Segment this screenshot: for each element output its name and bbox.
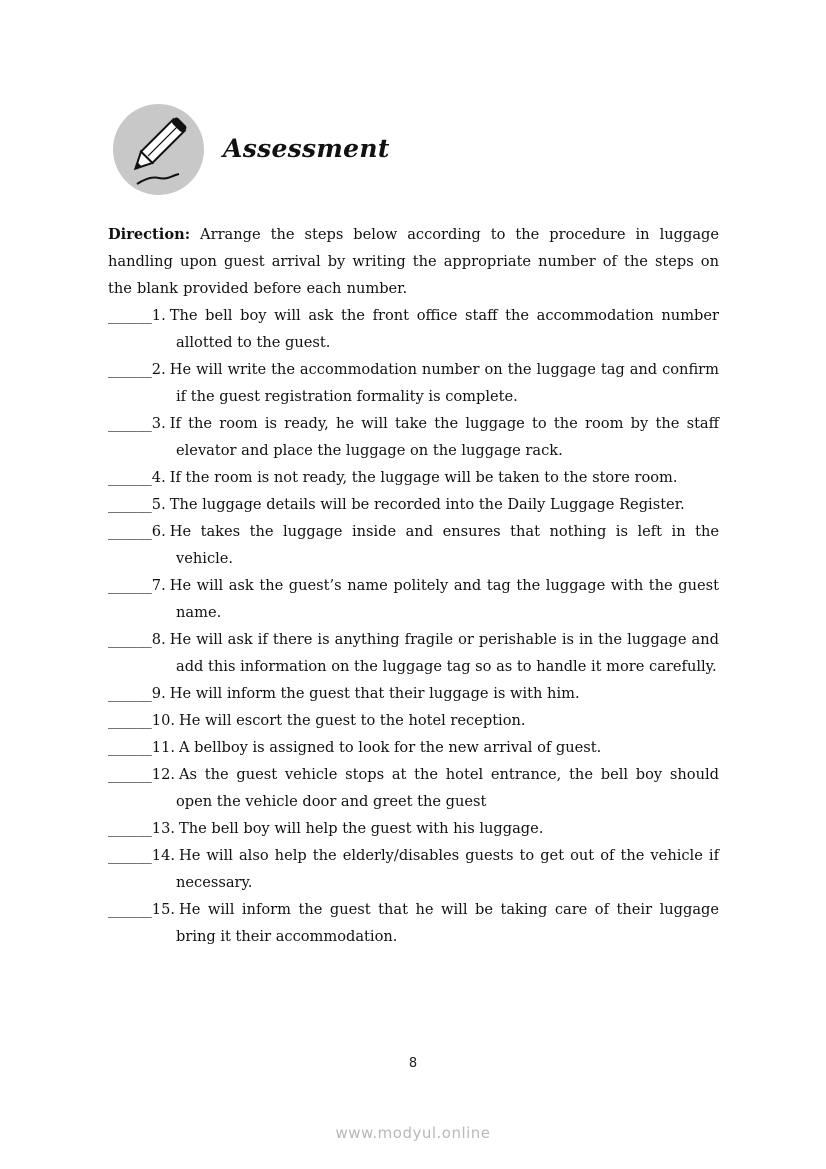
- step-number: 3.: [151, 415, 166, 432]
- step-item-1: [108, 302, 719, 356]
- step-text: The bell boy will help the guest with his luggage.: [179, 820, 544, 837]
- step-number: 5.: [151, 496, 166, 513]
- direction-paragraph: [108, 221, 719, 302]
- step-number: 12.: [151, 766, 175, 783]
- step-item-10: [108, 707, 719, 734]
- direction-text: Arrange the steps below according to the procedure in luggage handling upon guest arrival by writing the appropriate number of the steps on the blank provided before each number.: [108, 226, 719, 297]
- pencil-icon: [113, 104, 204, 195]
- watermark: www.modyul.online: [335, 1124, 491, 1142]
- answer-blank[interactable]: ______: [108, 766, 152, 783]
- step-number: 9.: [151, 685, 166, 702]
- step-number: 13.: [151, 820, 175, 837]
- step-item-5: [108, 491, 719, 518]
- assessment-content: [108, 221, 719, 950]
- answer-blank[interactable]: ______: [108, 847, 152, 864]
- step-item-14: [108, 842, 719, 896]
- answer-blank[interactable]: ______: [108, 415, 152, 432]
- page-title: Assessment: [223, 134, 390, 163]
- step-item-13: [108, 815, 719, 842]
- step-number: 1.: [151, 307, 166, 324]
- step-text: If the room is not ready, the luggage will be taken to the store room.: [169, 469, 678, 486]
- answer-blank[interactable]: ______: [108, 901, 152, 918]
- step-number: 2.: [151, 361, 166, 378]
- answer-blank[interactable]: ______: [108, 307, 152, 324]
- step-text: He will escort the guest to the hotel reception.: [179, 712, 526, 729]
- step-number: 8.: [151, 631, 166, 648]
- step-item-15: [108, 896, 719, 950]
- page-number: 8: [408, 1056, 418, 1071]
- step-item-4: [108, 464, 719, 491]
- step-item-11: [108, 734, 719, 761]
- answer-blank[interactable]: ______: [108, 361, 152, 378]
- direction-label: Direction:: [108, 226, 191, 243]
- step-item-2: [108, 356, 719, 410]
- step-text: He will ask the guest’s name politely and tag the luggage with the guest name.: [169, 577, 719, 621]
- step-number: 14.: [151, 847, 175, 864]
- step-number: 15.: [151, 901, 175, 918]
- answer-blank[interactable]: ______: [108, 523, 152, 540]
- step-item-3: [108, 410, 719, 464]
- answer-blank[interactable]: ______: [108, 712, 152, 729]
- step-text: As the guest vehicle stops at the hotel entrance, the bell boy should open the vehicle door and greet the guest: [176, 766, 719, 810]
- step-item-9: [108, 680, 719, 707]
- step-text: He will inform the guest that their luggage is with him.: [169, 685, 580, 702]
- answer-blank[interactable]: ______: [108, 739, 152, 756]
- step-number: 4.: [151, 469, 166, 486]
- step-text: He will ask if there is anything fragile or perishable is in the luggage and add this information on the luggage tag so as to handle it more carefully.: [169, 631, 719, 675]
- answer-blank[interactable]: ______: [108, 685, 152, 702]
- step-text: The bell boy will ask the front office staff the accommodation number allotted to the guest.: [169, 307, 719, 351]
- answer-blank[interactable]: ______: [108, 820, 152, 837]
- step-text: He takes the luggage inside and ensures that nothing is left in the vehicle.: [169, 523, 719, 567]
- step-item-6: [108, 518, 719, 572]
- step-item-8: [108, 626, 719, 680]
- pencil-icon-graphic: [113, 104, 204, 195]
- step-item-7: [108, 572, 719, 626]
- step-number: 7.: [151, 577, 166, 594]
- step-number: 10.: [151, 712, 175, 729]
- answer-blank[interactable]: ______: [108, 577, 152, 594]
- step-text: A bellboy is assigned to look for the new arrival of guest.: [179, 739, 602, 756]
- step-text: If the room is ready, he will take the luggage to the room by the staff elevator and place the luggage on the luggage rack.: [169, 415, 719, 459]
- step-item-12: [108, 761, 719, 815]
- step-text: He will also help the elderly/disables guests to get out of the vehicle if necessary.: [176, 847, 719, 891]
- step-text: He will inform the guest that he will be taking care of their luggage bring it their accommodation.: [176, 901, 719, 945]
- step-number: 6.: [151, 523, 166, 540]
- assessment-header: [113, 104, 513, 196]
- step-text: The luggage details will be recorded into the Daily Luggage Register.: [169, 496, 685, 513]
- step-number: 11.: [151, 739, 175, 756]
- answer-blank[interactable]: ______: [108, 496, 152, 513]
- step-text: He will write the accommodation number on the luggage tag and confirm if the guest registration formality is complete.: [169, 361, 719, 405]
- answer-blank[interactable]: ______: [108, 631, 152, 648]
- answer-blank[interactable]: ______: [108, 469, 152, 486]
